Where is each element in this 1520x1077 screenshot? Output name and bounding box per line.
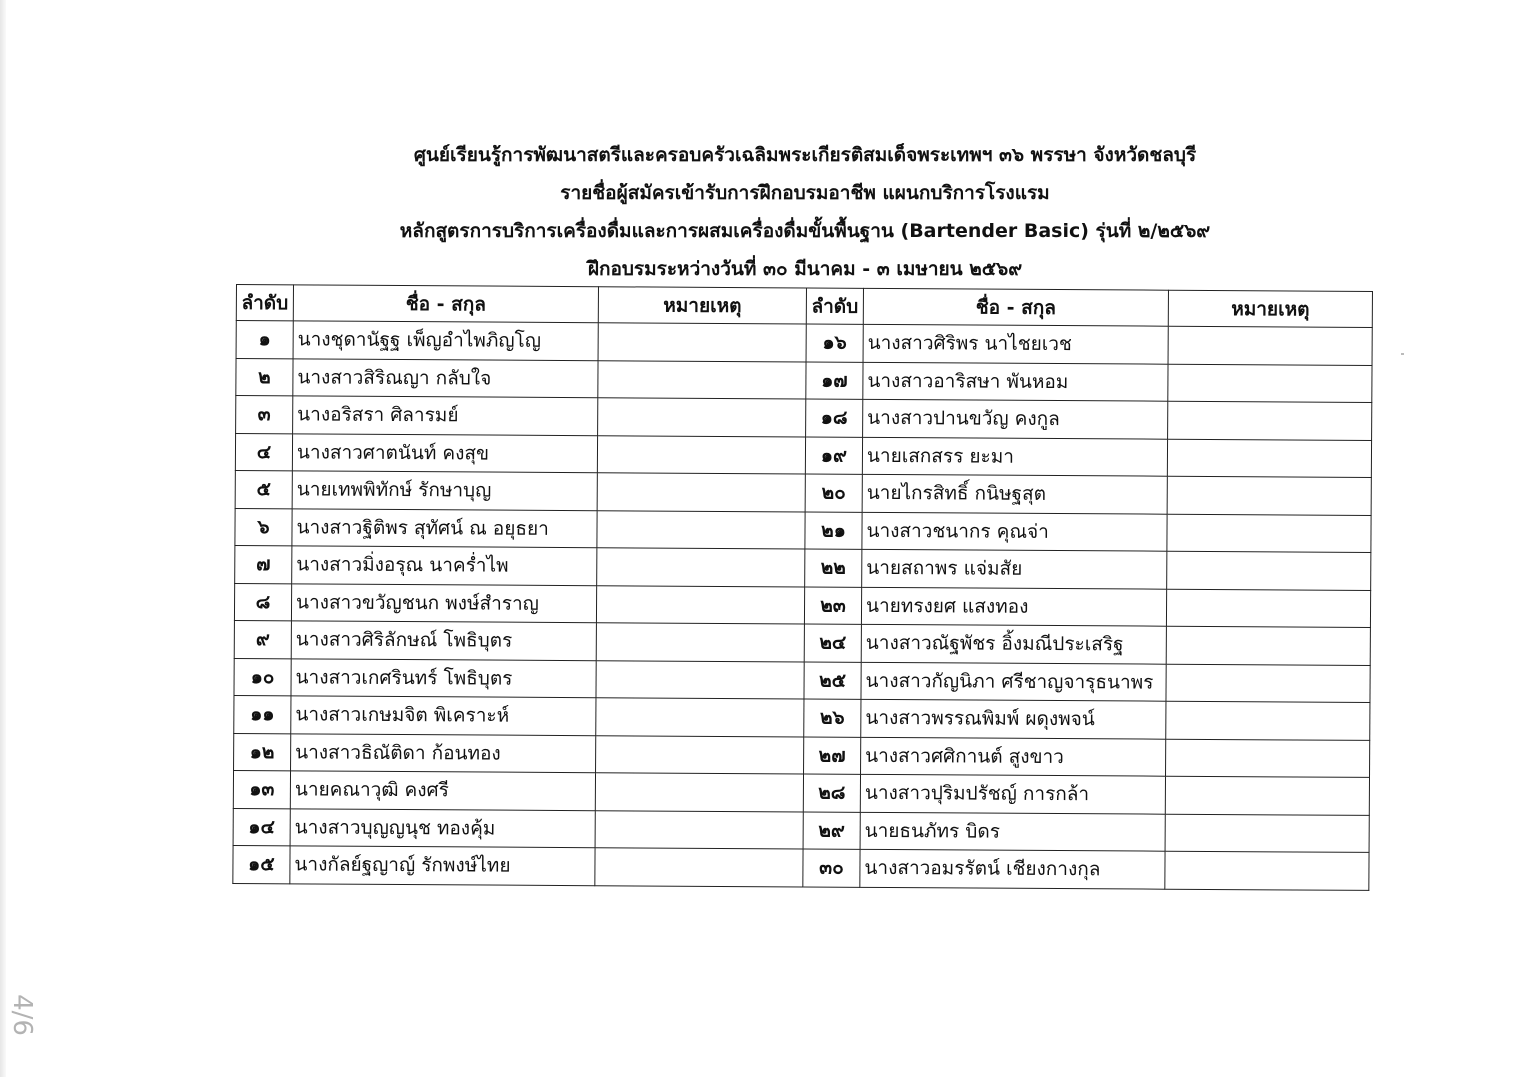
right-order-number: ๒๕ bbox=[804, 661, 861, 699]
right-remark-cell bbox=[1167, 476, 1371, 515]
right-remark-cell bbox=[1165, 776, 1369, 815]
left-order-number: ๕ bbox=[235, 470, 292, 508]
left-full-name: นางสาวศิริลักษณ์ โพธิบุตร bbox=[291, 621, 596, 660]
right-full-name: นางสาวพรรณพิมพ์ ผดุงพจน์ bbox=[861, 699, 1166, 738]
header-line-4: ฝึกอบรมระหว่างวันที่ ๓๐ มีนาคม - ๓ เมษายน ๒๕๖๙ bbox=[587, 258, 1023, 280]
header-order-right: ลำดับ bbox=[806, 288, 863, 324]
scan-speck bbox=[1401, 353, 1404, 355]
left-remark-cell bbox=[596, 660, 804, 699]
left-remark-cell bbox=[597, 548, 805, 587]
right-full-name: นางสาวณัฐพัชร อิ้งมณีประเสริฐ bbox=[861, 624, 1166, 663]
left-full-name: นางสาวสิริณญา กลับใจ bbox=[293, 358, 598, 397]
right-remark-cell bbox=[1166, 664, 1370, 703]
left-order-number: ๘ bbox=[234, 583, 291, 621]
right-order-number: ๒๘ bbox=[803, 774, 860, 812]
left-full-name: นางสาวบุญญนุช ทองคุ้ม bbox=[290, 808, 595, 847]
table-row bbox=[233, 845, 1369, 889]
left-order-number: ๑๔ bbox=[233, 808, 290, 846]
left-remark-cell bbox=[596, 698, 804, 737]
left-full-name: นางสาวศาตนันท์ คงสุข bbox=[292, 433, 597, 472]
right-full-name: นางสาวอมรรัตน์ เชียงกางกุล bbox=[860, 849, 1165, 888]
right-full-name: นายสถาพร แจ่มสัย bbox=[862, 549, 1167, 588]
right-order-number: ๑๙ bbox=[805, 436, 862, 474]
left-order-number: ๒ bbox=[236, 358, 293, 396]
left-remark-cell bbox=[598, 398, 806, 437]
right-order-number: ๑๖ bbox=[806, 324, 863, 362]
left-full-name: นางสาวธิณัติดา ก้อนทอง bbox=[291, 733, 596, 772]
left-remark-cell bbox=[598, 323, 806, 362]
left-full-name: นางสาวขวัญชนก พงษ์สำราญ bbox=[291, 583, 596, 622]
right-remark-cell bbox=[1168, 364, 1372, 403]
left-remark-cell bbox=[598, 360, 806, 399]
right-order-number: ๒๒ bbox=[805, 549, 862, 587]
right-order-number: ๑๗ bbox=[806, 361, 863, 399]
right-full-name: นายธนภัทร บิดร bbox=[860, 812, 1165, 851]
right-remark-cell bbox=[1166, 739, 1370, 778]
right-remark-cell bbox=[1167, 551, 1371, 590]
left-full-name: นางสาวเกษมจิต พิเคราะห์ bbox=[291, 696, 596, 735]
left-full-name: นางสาวมิ่งอรุณ นาคร่ำไพ bbox=[292, 546, 597, 585]
header-remark-left: หมายเหตุ bbox=[598, 287, 806, 324]
right-remark-cell bbox=[1167, 439, 1371, 478]
header-remark-right: หมายเหตุ bbox=[1168, 290, 1372, 327]
right-remark-cell bbox=[1166, 589, 1370, 628]
right-full-name: นายไกรสิทธิ์ กนิษฐสุต bbox=[862, 474, 1167, 513]
right-order-number: ๒๖ bbox=[804, 699, 861, 737]
right-full-name: นางสาวปุริมปรัชญ์ การกล้า bbox=[860, 774, 1165, 813]
page-indicator: 4/6 bbox=[7, 994, 37, 1036]
left-remark-cell bbox=[597, 510, 805, 549]
right-order-number: ๓๐ bbox=[803, 849, 860, 887]
left-remark-cell bbox=[595, 773, 803, 812]
right-remark-cell bbox=[1168, 401, 1372, 440]
left-order-number: ๑๓ bbox=[233, 770, 290, 808]
right-full-name: นางสาวกัญนิภา ศรีชาญจารุธนาพร bbox=[861, 662, 1166, 701]
right-full-name: นายเสกสรร ยะมา bbox=[862, 437, 1167, 476]
left-order-number: ๗ bbox=[235, 545, 292, 583]
right-order-number: ๒๗ bbox=[804, 736, 861, 774]
right-remark-cell bbox=[1166, 701, 1370, 740]
left-remark-cell bbox=[595, 810, 803, 849]
right-remark-cell bbox=[1166, 626, 1370, 665]
right-remark-cell bbox=[1165, 814, 1369, 853]
right-order-number: ๒๔ bbox=[804, 624, 861, 662]
left-order-number: ๑๐ bbox=[234, 658, 291, 696]
page-edge bbox=[0, 0, 6, 1077]
roster-body bbox=[233, 321, 1372, 890]
left-full-name: นายคณาวุฒิ คงศรี bbox=[290, 771, 595, 810]
right-remark-cell bbox=[1168, 326, 1372, 365]
left-remark-cell bbox=[597, 435, 805, 474]
right-full-name: นายทรงยศ แสงทอง bbox=[861, 587, 1166, 626]
right-full-name: นางสาวอาริสษา พันหอม bbox=[863, 362, 1168, 401]
left-order-number: ๑ bbox=[236, 321, 293, 359]
right-order-number: ๒๑ bbox=[805, 511, 862, 549]
left-order-number: ๙ bbox=[234, 620, 291, 658]
right-order-number: ๒๐ bbox=[805, 474, 862, 512]
right-order-number: ๒๙ bbox=[803, 811, 860, 849]
left-order-number: ๔ bbox=[235, 433, 292, 471]
left-remark-cell bbox=[596, 585, 804, 624]
header-name-right: ชื่อ - สกุล bbox=[863, 288, 1168, 326]
header-order-left: ลำดับ bbox=[236, 285, 293, 321]
header-line-2: รายชื่อผู้สมัครเข้ารับการฝึกอบรมอาชีพ แผนกบริการโรงแรม bbox=[560, 182, 1050, 204]
header-line-3: หลักสูตรการบริการเครื่องดื่มและการผสมเครื่องดื่มขั้นพื้นฐาน (Bartender Basic) รุ่นที่ ๒/๒๕๖๙ bbox=[399, 220, 1211, 242]
left-order-number: ๖ bbox=[235, 508, 292, 546]
left-full-name: นางสาวฐิติพร สุทัศน์ ณ อยุธยา bbox=[292, 508, 597, 547]
left-full-name: นางกัลย์ฐญาญ์ รักพงษ์ไทย bbox=[290, 846, 595, 885]
header-name-left: ชื่อ - สกุล bbox=[293, 285, 598, 323]
left-full-name: นางสาวเกศรินทร์ โพธิบุตร bbox=[291, 658, 596, 697]
right-order-number: ๒๓ bbox=[804, 586, 861, 624]
left-remark-cell bbox=[595, 848, 803, 887]
left-order-number: ๑๒ bbox=[234, 733, 291, 771]
right-full-name: นางสาวชนากร คุณจ่า bbox=[862, 512, 1167, 551]
right-order-number: ๑๘ bbox=[806, 399, 863, 437]
right-full-name: นางสาวศิริพร นาไชยเวช bbox=[863, 324, 1168, 363]
right-remark-cell bbox=[1165, 851, 1369, 890]
right-remark-cell bbox=[1167, 514, 1371, 553]
right-full-name: นางสาวศศิกานต์ สูงขาว bbox=[861, 737, 1166, 776]
right-full-name: นางสาวปานขวัญ คงกูล bbox=[863, 399, 1168, 438]
left-order-number: ๑๕ bbox=[233, 845, 290, 883]
left-full-name: นายเทพพิทักษ์ รักษาบุญ bbox=[292, 471, 597, 510]
roster-table bbox=[232, 284, 1373, 890]
left-remark-cell bbox=[596, 735, 804, 774]
left-order-number: ๓ bbox=[236, 396, 293, 434]
document-header bbox=[230, 136, 1380, 288]
header-line-1: ศูนย์เรียนรู้การพัฒนาสตรีและครอบครัวเฉลิมพระเกียรติสมเด็จพระเทพฯ ๓๖ พรรษา จังหวัดชลบุรี bbox=[413, 144, 1197, 166]
left-full-name: นางอริสรา ศิลารมย์ bbox=[293, 396, 598, 435]
left-order-number: ๑๑ bbox=[234, 695, 291, 733]
left-remark-cell bbox=[596, 623, 804, 662]
left-remark-cell bbox=[597, 473, 805, 512]
left-full-name: นางชุดานัฐฐ เพ็ญอำไพภิญโญ bbox=[293, 321, 598, 360]
